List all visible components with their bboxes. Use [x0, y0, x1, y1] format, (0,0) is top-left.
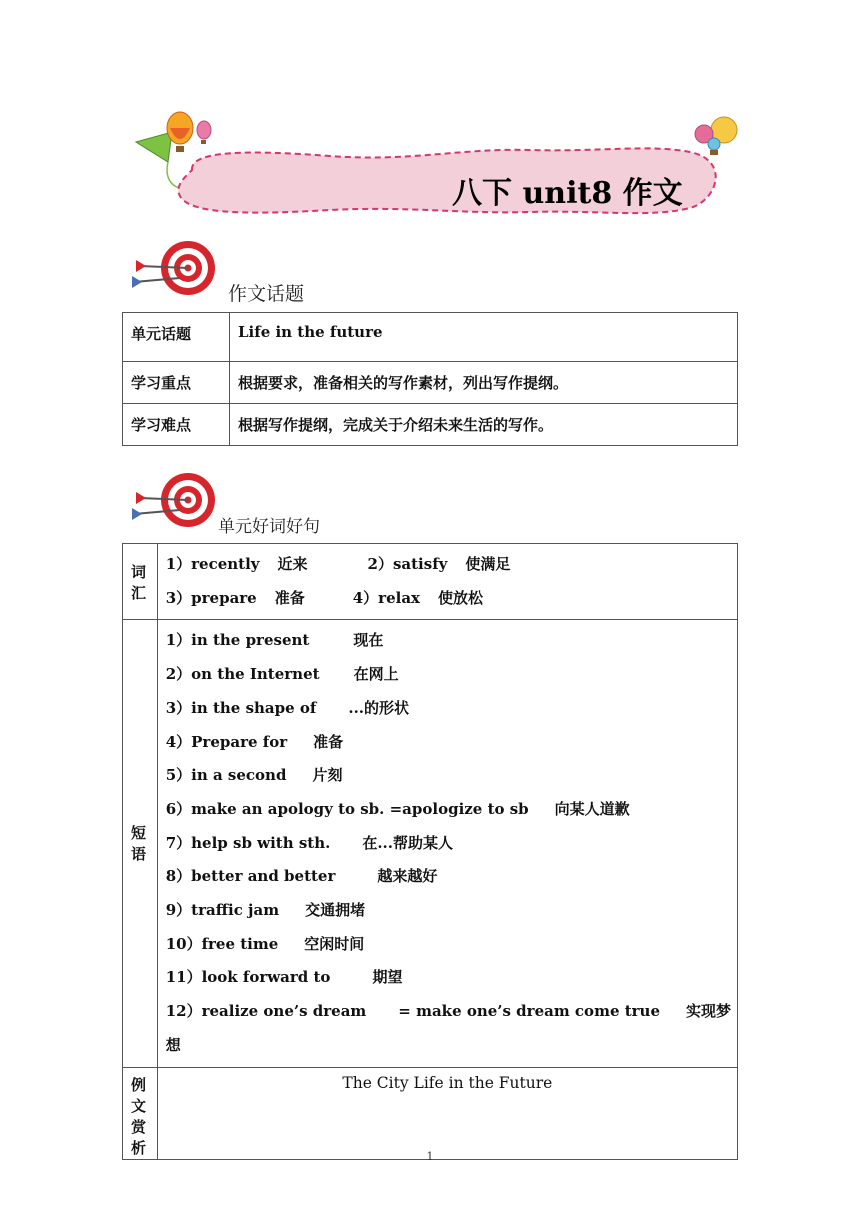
dartboard-icon: [130, 238, 220, 300]
phrase-zh: 现在: [353, 631, 384, 650]
list-item: [166, 793, 731, 827]
table-row: [123, 313, 738, 362]
section-heading-topic: 作文话题: [228, 283, 305, 305]
phrase-en: 12）realize one’s dream: [165, 1002, 367, 1021]
row-label: 学习重点: [123, 362, 230, 404]
list-item: [166, 894, 731, 928]
list-item: [166, 726, 731, 760]
row-label: 单元话题: [123, 313, 230, 362]
phrase-zh: 向某人道歉: [554, 799, 630, 818]
vocab-label: 词汇: [123, 544, 158, 620]
phrase-en: 10）free time: [165, 934, 279, 953]
phrase-en: 5）in a second: [165, 766, 287, 785]
sample-label: 例文赏析: [123, 1067, 158, 1159]
vocab-meaning: 使满足: [465, 555, 511, 573]
row-value: 根据写作提纲，完成关于介绍未来生活的写作。: [230, 404, 738, 446]
list-item: [166, 860, 731, 894]
page-number: 1: [426, 1150, 434, 1163]
page-title: 八下 unit8 作文: [452, 176, 683, 211]
phrase-zh: 实现梦: [685, 1002, 731, 1021]
list-item: [166, 624, 731, 658]
row-label: 学习难点: [123, 404, 230, 446]
dartboard-icon: [130, 470, 220, 532]
vocab-meaning: 使放松: [437, 588, 483, 607]
list-item: [166, 827, 731, 861]
row-value: 根据要求，准备相关的写作素材，列出写作提纲。: [230, 362, 738, 404]
phrase-en: 7）help sb with sth.: [165, 833, 331, 852]
list-item: [166, 692, 731, 726]
list-item: [166, 961, 731, 995]
vocab-meaning: 准备: [274, 588, 305, 607]
list-item: [166, 548, 731, 582]
hot-air-balloon-icon: [167, 112, 211, 152]
phrase-label: 短语: [123, 620, 158, 1067]
phrase-en: 3）in the shape of: [165, 698, 317, 717]
phrase-en: 9）traffic jam: [165, 901, 280, 920]
phrase-zh: 想: [165, 1035, 181, 1054]
table-row: [123, 620, 738, 1067]
phrase-en: 2）on the Internet: [165, 665, 320, 684]
list-item: [166, 995, 731, 1029]
phrase-zh: 期望: [372, 968, 403, 987]
topic-table: [122, 312, 738, 446]
sample-title: The City Life in the Future: [157, 1067, 737, 1159]
vocab-word: 1）recently: [165, 555, 260, 573]
table-row: [123, 1067, 738, 1159]
section-heading-words: 单元好词好句: [218, 517, 320, 537]
table-row: [123, 362, 738, 404]
list-item: [166, 1029, 731, 1063]
list-item: [166, 759, 731, 793]
phrase-zh: 越来越好: [377, 867, 438, 886]
table-row: [123, 404, 738, 446]
phrase-en: 4）Prepare for: [165, 732, 288, 751]
row-value: Life in the future: [230, 313, 738, 362]
phrase-zh: 准备: [313, 732, 344, 751]
vocab-cell: [157, 544, 737, 620]
table-row: [123, 544, 738, 620]
vocab-word: 2）satisfy: [367, 555, 448, 573]
list-item: [166, 658, 731, 692]
phrase-zh: 在网上: [353, 665, 399, 684]
vocab-word: 4）relax: [352, 588, 420, 607]
balloons-icon: [695, 117, 737, 155]
list-item: [166, 928, 731, 962]
phrase-en: = make one’s dream come true: [398, 1002, 660, 1021]
vocab-meaning: 近来: [277, 555, 308, 573]
phrase-en: 6）make an apology to sb. =apologize to sb: [165, 799, 529, 818]
phrase-zh: 交通拥堵: [305, 901, 366, 920]
vocabulary-table: [122, 543, 738, 1160]
phrase-en: 8）better and better: [165, 867, 336, 886]
phrase-en: 11）look forward to: [165, 968, 331, 987]
phrase-zh: 片刻: [312, 766, 343, 785]
phrase-zh: 在...帮助某人: [362, 833, 453, 852]
phrase-en: 1）in the present: [165, 631, 310, 650]
phrase-cell: [157, 620, 737, 1067]
list-item: [166, 582, 731, 616]
phrase-zh: ...的形状: [348, 698, 410, 717]
phrase-zh: 空闲时间: [304, 934, 365, 953]
vocab-word: 3）prepare: [165, 588, 257, 607]
